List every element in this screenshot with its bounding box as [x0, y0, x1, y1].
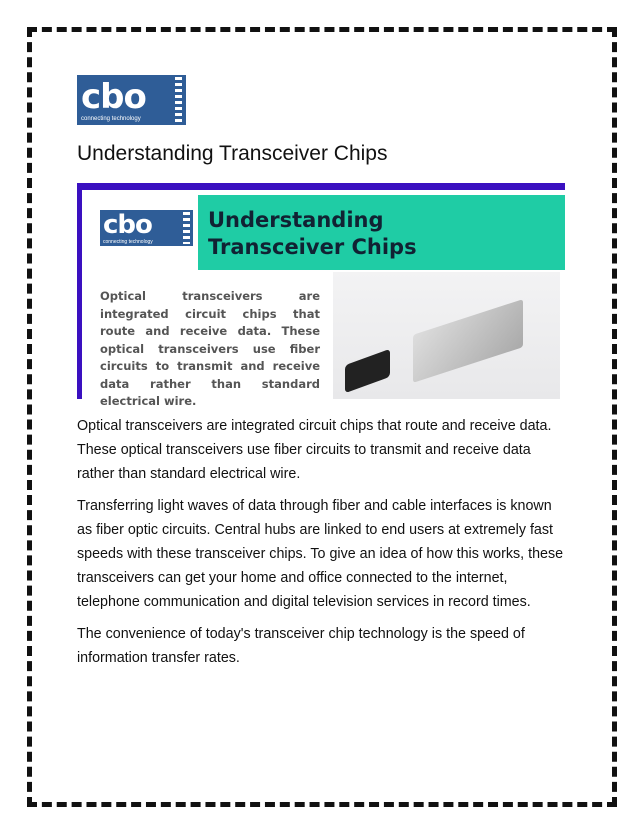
article-body — [77, 414, 567, 678]
paragraph: Optical transceivers are integrated circuit chips that route and receive data. These optical transceivers use fiber circuits to transmit and receive data rather than standard electrical wire. — [77, 418, 552, 482]
banner-logo — [100, 210, 193, 246]
banner-heading: Understanding Transceiver Chips — [208, 208, 417, 259]
banner-heading-panel — [198, 195, 565, 270]
transceiver-module — [413, 299, 523, 383]
logo-brand: cbo — [81, 77, 146, 117]
paragraph: The convenience of today's transceiver chip technology is the speed of information transfer rates. — [77, 626, 525, 666]
logo-tagline: connecting technology — [81, 116, 141, 122]
dust-plug — [345, 349, 390, 393]
banner-image — [77, 183, 565, 408]
logo-pattern — [175, 77, 182, 123]
banner-logo-brand: cbo — [103, 210, 152, 240]
banner-text: Optical transceivers are integrated circuit chips that route and receive data. These optical transceivers use fiber circuits to transmit and receive data rather than standard electrical wire. — [100, 289, 320, 408]
transceiver-photo — [333, 272, 560, 399]
page-title: Understanding Transceiver Chips — [77, 142, 388, 165]
logo-pattern — [183, 212, 190, 244]
paragraph: Transferring light waves of data through fiber and cable interfaces is known as fiber optic circuits. Central hubs are linked to end users at extremely fast speeds with these transceiver chips. To give an idea of how this works, these transceivers can get your home and office connected to the internet, telephone communication and digital television services in record times. — [77, 498, 564, 610]
cbo-logo — [77, 75, 186, 125]
banner-logo-tagline: connecting technology — [103, 239, 153, 245]
